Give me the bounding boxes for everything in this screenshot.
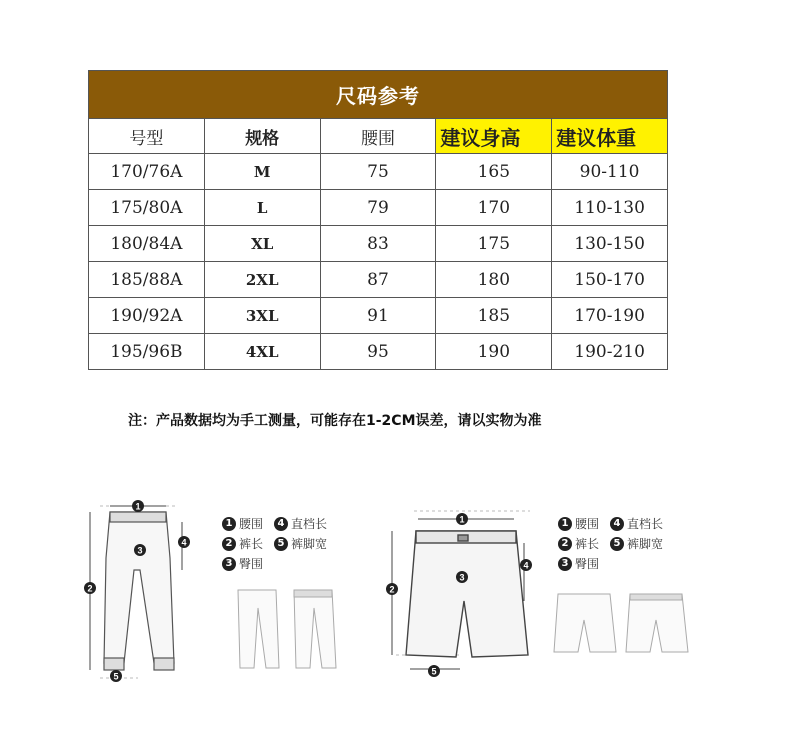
number-5-icon: 5	[274, 537, 288, 551]
svg-text:2: 2	[389, 584, 395, 595]
cell-weight: 150-170	[552, 262, 668, 298]
number-3-icon: 3	[222, 557, 236, 571]
cell-size-code: 190/92A	[89, 298, 205, 334]
cell-height: 185	[436, 298, 552, 334]
cell-weight: 90-110	[552, 154, 668, 190]
cell-height: 170	[436, 190, 552, 226]
cell-size-code: 195/96B	[89, 334, 205, 370]
cell-spec: XL	[204, 226, 320, 262]
cell-weight: 190-210	[552, 334, 668, 370]
legend-hip: 臀围	[239, 557, 264, 571]
svg-text:3: 3	[137, 545, 143, 556]
size-chart-table	[88, 70, 668, 370]
svg-text:4: 4	[181, 537, 187, 548]
legend-length: 裤长	[575, 537, 600, 551]
long-pants-thumbnails	[232, 586, 344, 674]
shorts-diagram	[380, 505, 540, 685]
cell-spec: M	[204, 154, 320, 190]
cell-weight: 170-190	[552, 298, 668, 334]
legend-leg-opening: 裤脚宽	[291, 537, 328, 551]
svg-text:1: 1	[459, 514, 465, 525]
cell-size-code: 185/88A	[89, 262, 205, 298]
number-4-icon: 4	[274, 517, 288, 531]
svg-text:5: 5	[113, 671, 119, 682]
legend-leg-opening: 裤脚宽	[627, 537, 664, 551]
svg-text:4: 4	[523, 560, 529, 571]
legend-length: 裤长	[239, 537, 264, 551]
cell-waist: 79	[320, 190, 436, 226]
measurement-note: 注：产品数据均为手工测量，可能存在1-2CM误差，请以实物为准	[128, 413, 542, 429]
header-height: 建议身高	[436, 119, 552, 154]
cell-spec: 3XL	[204, 298, 320, 334]
shorts-thumbnails	[552, 590, 692, 660]
cell-waist: 83	[320, 226, 436, 262]
table-row	[89, 262, 668, 298]
cell-spec: L	[204, 190, 320, 226]
number-2-icon: 2	[558, 537, 572, 551]
legend-waist: 腰围	[239, 517, 264, 531]
cell-spec: 2XL	[204, 262, 320, 298]
cell-size-code: 170/76A	[89, 154, 205, 190]
cell-size-code: 175/80A	[89, 190, 205, 226]
svg-text:3: 3	[459, 572, 465, 583]
header-weight: 建议体重	[552, 119, 668, 154]
number-5-icon: 5	[610, 537, 624, 551]
number-4-icon: 4	[610, 517, 624, 531]
header-waist: 腰围	[320, 119, 436, 154]
cell-height: 190	[436, 334, 552, 370]
number-1-icon: 1	[222, 517, 236, 531]
number-1-icon: 1	[558, 517, 572, 531]
legend-rise: 直档长	[627, 517, 664, 531]
cell-size-code: 180/84A	[89, 226, 205, 262]
table-row	[89, 154, 668, 190]
long-pants-diagram	[78, 498, 198, 688]
shorts-legend	[558, 514, 671, 574]
cell-height: 175	[436, 226, 552, 262]
table-row	[89, 226, 668, 262]
long-pants-legend	[222, 514, 335, 574]
cell-height: 165	[436, 154, 552, 190]
table-title: 尺码参考	[89, 71, 668, 119]
svg-text:1: 1	[135, 501, 141, 512]
table-row	[89, 190, 668, 226]
cell-spec: 4XL	[204, 334, 320, 370]
number-3-icon: 3	[558, 557, 572, 571]
header-size-code: 号型	[89, 119, 205, 154]
table-row	[89, 298, 668, 334]
legend-waist: 腰围	[575, 517, 600, 531]
number-2-icon: 2	[222, 537, 236, 551]
svg-text:5: 5	[431, 666, 437, 677]
header-spec: 规格	[204, 119, 320, 154]
cell-waist: 87	[320, 262, 436, 298]
cell-waist: 95	[320, 334, 436, 370]
table-title-row	[89, 71, 668, 119]
cell-weight: 110-130	[552, 190, 668, 226]
cell-waist: 91	[320, 298, 436, 334]
legend-hip: 臀围	[575, 557, 600, 571]
cell-waist: 75	[320, 154, 436, 190]
table-row	[89, 334, 668, 370]
cell-height: 180	[436, 262, 552, 298]
table-header-row	[89, 119, 668, 154]
legend-rise: 直档长	[291, 517, 328, 531]
cell-weight: 130-150	[552, 226, 668, 262]
svg-text:2: 2	[87, 583, 93, 594]
